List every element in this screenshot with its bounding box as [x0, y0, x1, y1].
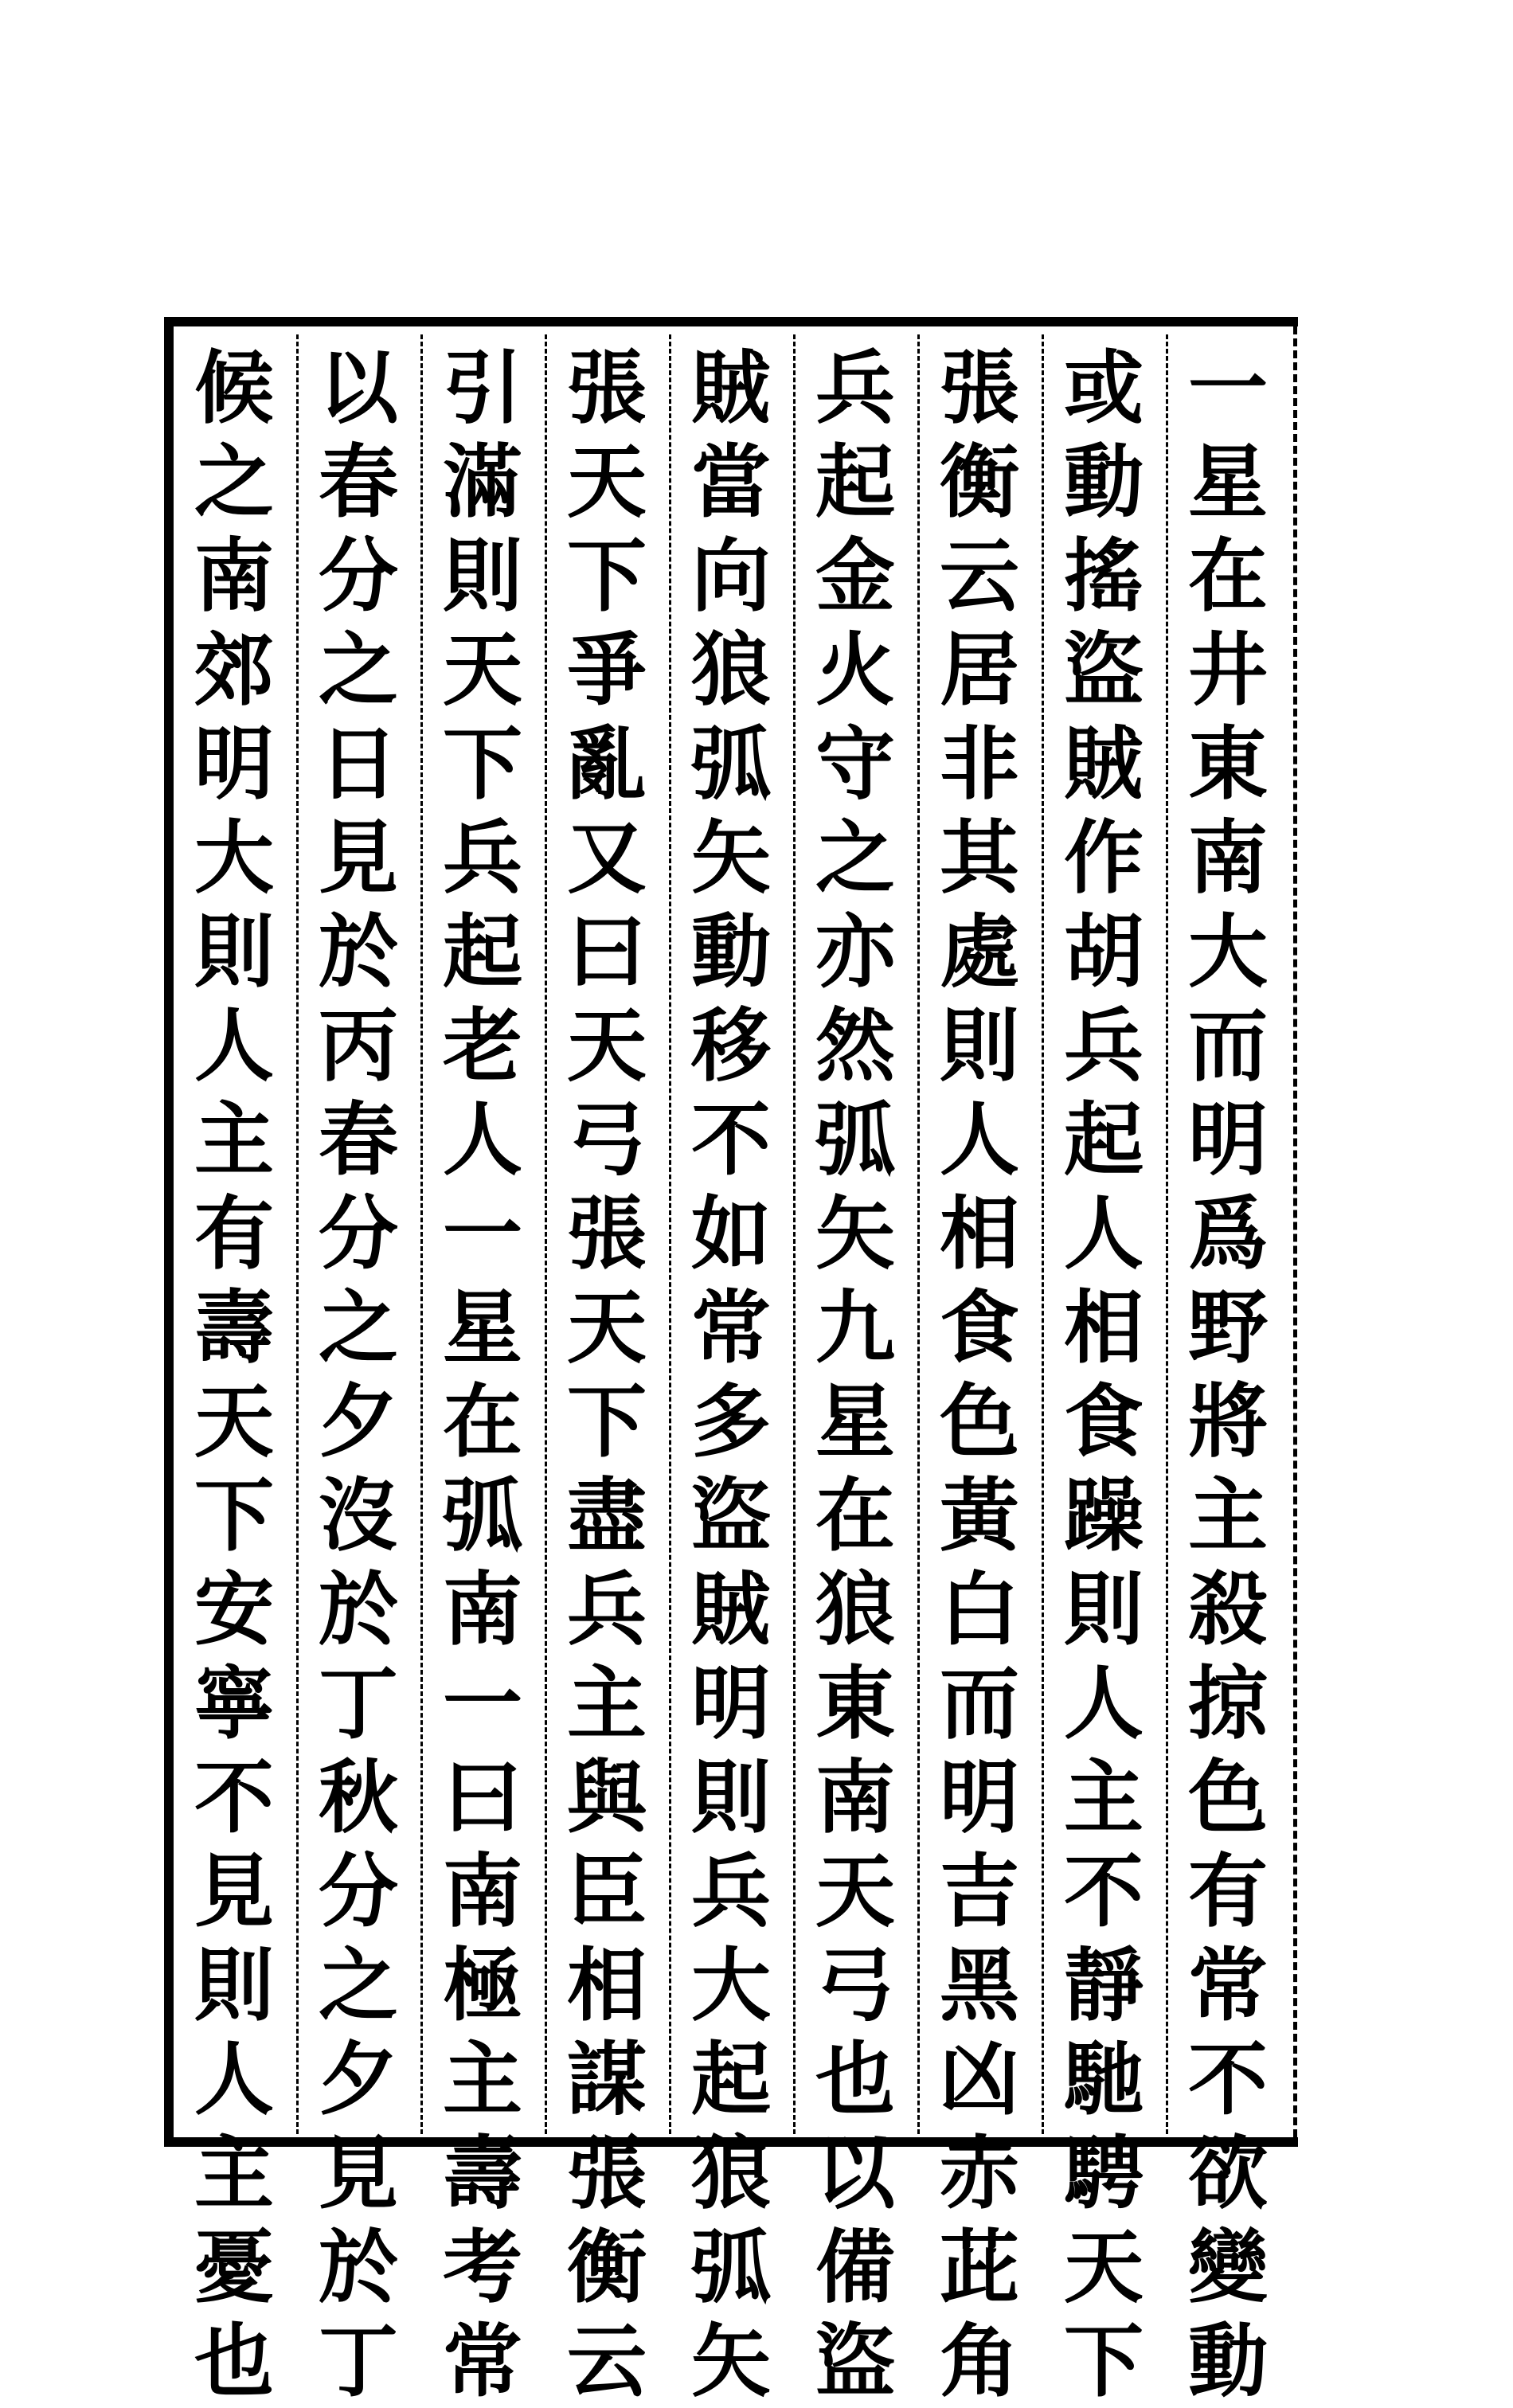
glyph: 色: [1188, 1750, 1268, 1844]
glyph: 其: [940, 811, 1019, 905]
glyph: 色: [940, 1374, 1019, 1468]
glyph: 之: [319, 623, 398, 717]
glyph: 下: [567, 529, 647, 623]
glyph: 天: [1064, 2220, 1144, 2314]
glyph: 起: [815, 435, 895, 529]
glyph: 金: [815, 529, 895, 623]
glyph: 春: [319, 1093, 398, 1186]
glyph: 曰: [567, 905, 647, 999]
text-column-7: [423, 341, 542, 2408]
glyph: 云: [567, 2314, 647, 2408]
glyph: 南: [1188, 811, 1268, 905]
column-divider: [420, 334, 423, 2134]
glyph: 天: [567, 999, 647, 1093]
glyph: 向: [691, 529, 771, 623]
glyph: 見: [319, 811, 398, 905]
glyph: 下: [194, 1468, 274, 1562]
text-column-3: [920, 341, 1039, 2408]
glyph: 躁: [1064, 1468, 1144, 1562]
page-border-top: [164, 317, 1298, 326]
glyph: 盡: [567, 1468, 647, 1562]
glyph: 起: [691, 2032, 771, 2126]
glyph: 賊: [691, 341, 771, 435]
glyph: 兵: [1064, 999, 1144, 1093]
glyph: 則: [1064, 1562, 1144, 1656]
glyph: 壽: [443, 2126, 522, 2220]
text-column-1: [1168, 341, 1288, 2408]
glyph: 明: [940, 1750, 1019, 1844]
glyph: 弧: [443, 1468, 522, 1562]
glyph: 也: [194, 2314, 274, 2408]
glyph: 賊: [1064, 717, 1144, 811]
glyph: 在: [1188, 529, 1268, 623]
glyph: 明: [1188, 1093, 1268, 1186]
glyph: 變: [1188, 2220, 1268, 2314]
glyph: 相: [567, 1938, 647, 2032]
text-column-4: [796, 341, 915, 2408]
glyph: 狼: [691, 2126, 771, 2220]
glyph: 弧: [815, 1093, 895, 1186]
glyph: 老: [443, 999, 522, 1093]
glyph: 有: [194, 1186, 274, 1280]
glyph: 移: [691, 999, 771, 1093]
glyph: 凶: [940, 2032, 1019, 2126]
page-border-right: [1293, 326, 1297, 2137]
glyph: 見: [194, 1844, 274, 1938]
glyph: 張: [940, 341, 1019, 435]
glyph: 作: [1064, 811, 1144, 905]
glyph: 常: [1188, 1938, 1268, 2032]
glyph: 星: [1188, 435, 1268, 529]
glyph: 黑: [940, 1938, 1019, 2032]
glyph: 赤: [940, 2126, 1019, 2220]
glyph: 馳: [1064, 2032, 1144, 2126]
glyph: 大: [691, 1938, 771, 2032]
glyph: 則: [194, 905, 274, 999]
glyph: 下: [567, 1374, 647, 1468]
glyph: 天: [567, 1280, 647, 1374]
glyph: 盜: [815, 2314, 895, 2408]
glyph: 下: [1064, 2314, 1144, 2408]
glyph: 星: [815, 1374, 895, 1468]
text-column-6: [547, 341, 667, 2408]
glyph: 不: [194, 1750, 274, 1844]
glyph: 丁: [319, 1656, 398, 1750]
glyph: 衡: [940, 435, 1019, 529]
glyph: 胡: [1064, 905, 1144, 999]
glyph: 弓: [815, 1938, 895, 2032]
glyph: 火: [815, 623, 895, 717]
glyph: 東: [1188, 717, 1268, 811]
text-column-5: [671, 341, 791, 2408]
glyph: 兵: [815, 341, 895, 435]
glyph: 常: [691, 1280, 771, 1374]
glyph: 之: [815, 811, 895, 905]
glyph: 矢: [691, 811, 771, 905]
glyph: 則: [940, 999, 1019, 1093]
glyph: 非: [940, 717, 1019, 811]
glyph: 食: [1064, 1374, 1144, 1468]
glyph: 野: [1188, 1280, 1268, 1374]
glyph: 或: [1064, 341, 1144, 435]
glyph: 沒: [319, 1468, 398, 1562]
glyph: 矢: [815, 1186, 895, 1280]
glyph: 盜: [1064, 623, 1144, 717]
glyph: 之: [194, 435, 274, 529]
glyph: 又: [567, 811, 647, 905]
glyph: 動: [1188, 2314, 1268, 2408]
glyph: 人: [194, 999, 274, 1093]
glyph: 南: [815, 1750, 895, 1844]
glyph: 主: [194, 2126, 274, 2220]
text-column-8: [299, 341, 418, 2408]
glyph: 滿: [443, 435, 522, 529]
glyph: 不: [1188, 2032, 1268, 2126]
glyph: 於: [319, 905, 398, 999]
glyph: 見: [319, 2126, 398, 2220]
glyph: 極: [443, 1938, 522, 2032]
glyph: 如: [691, 1186, 771, 1280]
glyph: 丁: [319, 2314, 398, 2408]
glyph: 守: [815, 717, 895, 811]
glyph: 張: [567, 1186, 647, 1280]
glyph: 居: [940, 623, 1019, 717]
glyph: 掠: [1188, 1656, 1268, 1750]
glyph: 賊: [691, 1562, 771, 1656]
glyph: 則: [194, 1938, 274, 2032]
glyph: 之: [319, 1280, 398, 1374]
glyph: 南: [443, 1562, 522, 1656]
glyph: 爲: [1188, 1186, 1268, 1280]
glyph: 張: [567, 341, 647, 435]
glyph: 然: [815, 999, 895, 1093]
glyph: 相: [940, 1186, 1019, 1280]
glyph: 起: [1064, 1093, 1144, 1186]
glyph: 丙: [319, 999, 398, 1093]
glyph: 南: [443, 1844, 522, 1938]
glyph: 曰: [443, 1750, 522, 1844]
glyph: 兵: [567, 1562, 647, 1656]
glyph: 大: [1188, 905, 1268, 999]
glyph: 有: [1188, 1844, 1268, 1938]
glyph: 人: [194, 2032, 274, 2126]
glyph: 動: [691, 905, 771, 999]
glyph: 郊: [194, 623, 274, 717]
glyph: 主: [1064, 1750, 1144, 1844]
glyph: 云: [940, 529, 1019, 623]
glyph: 而: [1188, 999, 1268, 1093]
column-divider: [1042, 334, 1044, 2134]
column-divider: [1166, 334, 1168, 2134]
glyph: 當: [691, 435, 771, 529]
page-border-left: [164, 317, 174, 2147]
glyph: 考: [443, 2220, 522, 2314]
glyph: 騁: [1064, 2126, 1144, 2220]
glyph: 以: [319, 341, 398, 435]
glyph: 憂: [194, 2220, 274, 2314]
glyph: 於: [319, 1562, 398, 1656]
glyph: 吉: [940, 1844, 1019, 1938]
glyph: 天: [443, 623, 522, 717]
text-column-2: [1044, 341, 1163, 2408]
glyph: 張: [567, 2126, 647, 2220]
glyph: 謀: [567, 2032, 647, 2126]
glyph: 一: [443, 1656, 522, 1750]
glyph: 明: [194, 717, 274, 811]
glyph: 將: [1188, 1374, 1268, 1468]
glyph: 引: [443, 341, 522, 435]
glyph: 之: [319, 1938, 398, 2032]
glyph: 寧: [194, 1656, 274, 1750]
glyph: 主: [567, 1656, 647, 1750]
glyph: 大: [194, 811, 274, 905]
glyph: 食: [940, 1280, 1019, 1374]
column-divider: [917, 334, 920, 2134]
glyph: 主: [1188, 1468, 1268, 1562]
glyph: 夕: [319, 1374, 398, 1468]
glyph: 黃: [940, 1468, 1019, 1562]
glyph: 一: [1188, 341, 1268, 435]
glyph: 主: [194, 1093, 274, 1186]
column-divider: [296, 334, 299, 2134]
column-divider: [669, 334, 671, 2134]
glyph: 盜: [691, 1468, 771, 1562]
glyph: 夕: [319, 2032, 398, 2126]
glyph: 人: [1064, 1656, 1144, 1750]
glyph: 壽: [194, 1280, 274, 1374]
glyph: 東: [815, 1656, 895, 1750]
glyph: 弧: [691, 717, 771, 811]
glyph: 分: [319, 529, 398, 623]
glyph: 一: [443, 1186, 522, 1280]
glyph: 矢: [691, 2314, 771, 2408]
glyph: 人: [443, 1093, 522, 1186]
glyph: 狼: [691, 623, 771, 717]
glyph: 也: [815, 2032, 895, 2126]
glyph: 搖: [1064, 529, 1144, 623]
glyph: 分: [319, 1186, 398, 1280]
glyph: 則: [691, 1750, 771, 1844]
glyph: 兵: [691, 1844, 771, 1938]
glyph: 處: [940, 905, 1019, 999]
glyph: 角: [940, 2314, 1019, 2408]
glyph: 備: [815, 2220, 895, 2314]
glyph: 南: [194, 529, 274, 623]
glyph: 而: [940, 1656, 1019, 1750]
glyph: 不: [1064, 1844, 1144, 1938]
glyph: 則: [443, 529, 522, 623]
column-divider: [793, 334, 796, 2134]
glyph: 兵: [443, 811, 522, 905]
glyph: 茈: [940, 2220, 1019, 2314]
glyph: 靜: [1064, 1938, 1144, 2032]
glyph: 秋: [319, 1750, 398, 1844]
glyph: 於: [319, 2220, 398, 2314]
glyph: 人: [940, 1093, 1019, 1186]
glyph: 在: [815, 1468, 895, 1562]
glyph: 在: [443, 1374, 522, 1468]
glyph: 候: [194, 341, 274, 435]
glyph: 相: [1064, 1280, 1144, 1374]
glyph: 以: [815, 2126, 895, 2220]
glyph: 井: [1188, 623, 1268, 717]
glyph: 分: [319, 1844, 398, 1938]
glyph: 明: [691, 1656, 771, 1750]
glyph: 殺: [1188, 1562, 1268, 1656]
glyph: 春: [319, 435, 398, 529]
glyph: 亂: [567, 717, 647, 811]
glyph: 下: [443, 717, 522, 811]
glyph: 天: [815, 1844, 895, 1938]
glyph: 衡: [567, 2220, 647, 2314]
glyph: 天: [194, 1374, 274, 1468]
glyph: 常: [443, 2314, 522, 2408]
glyph: 弧: [691, 2220, 771, 2314]
glyph: 白: [940, 1562, 1019, 1656]
glyph: 爭: [567, 623, 647, 717]
glyph: 主: [443, 2032, 522, 2126]
glyph: 起: [443, 905, 522, 999]
glyph: 狼: [815, 1562, 895, 1656]
glyph: 日: [319, 717, 398, 811]
text-column-9: [174, 341, 294, 2408]
glyph: 安: [194, 1562, 274, 1656]
glyph: 與: [567, 1750, 647, 1844]
glyph: 動: [1064, 435, 1144, 529]
glyph: 不: [691, 1093, 771, 1186]
glyph: 亦: [815, 905, 895, 999]
glyph: 九: [815, 1280, 895, 1374]
glyph: 人: [1064, 1186, 1144, 1280]
glyph: 星: [443, 1280, 522, 1374]
glyph: 天: [567, 435, 647, 529]
glyph: 弓: [567, 1093, 647, 1186]
glyph: 臣: [567, 1844, 647, 1938]
column-divider: [545, 334, 547, 2134]
glyph: 欲: [1188, 2126, 1268, 2220]
glyph: 多: [691, 1374, 771, 1468]
